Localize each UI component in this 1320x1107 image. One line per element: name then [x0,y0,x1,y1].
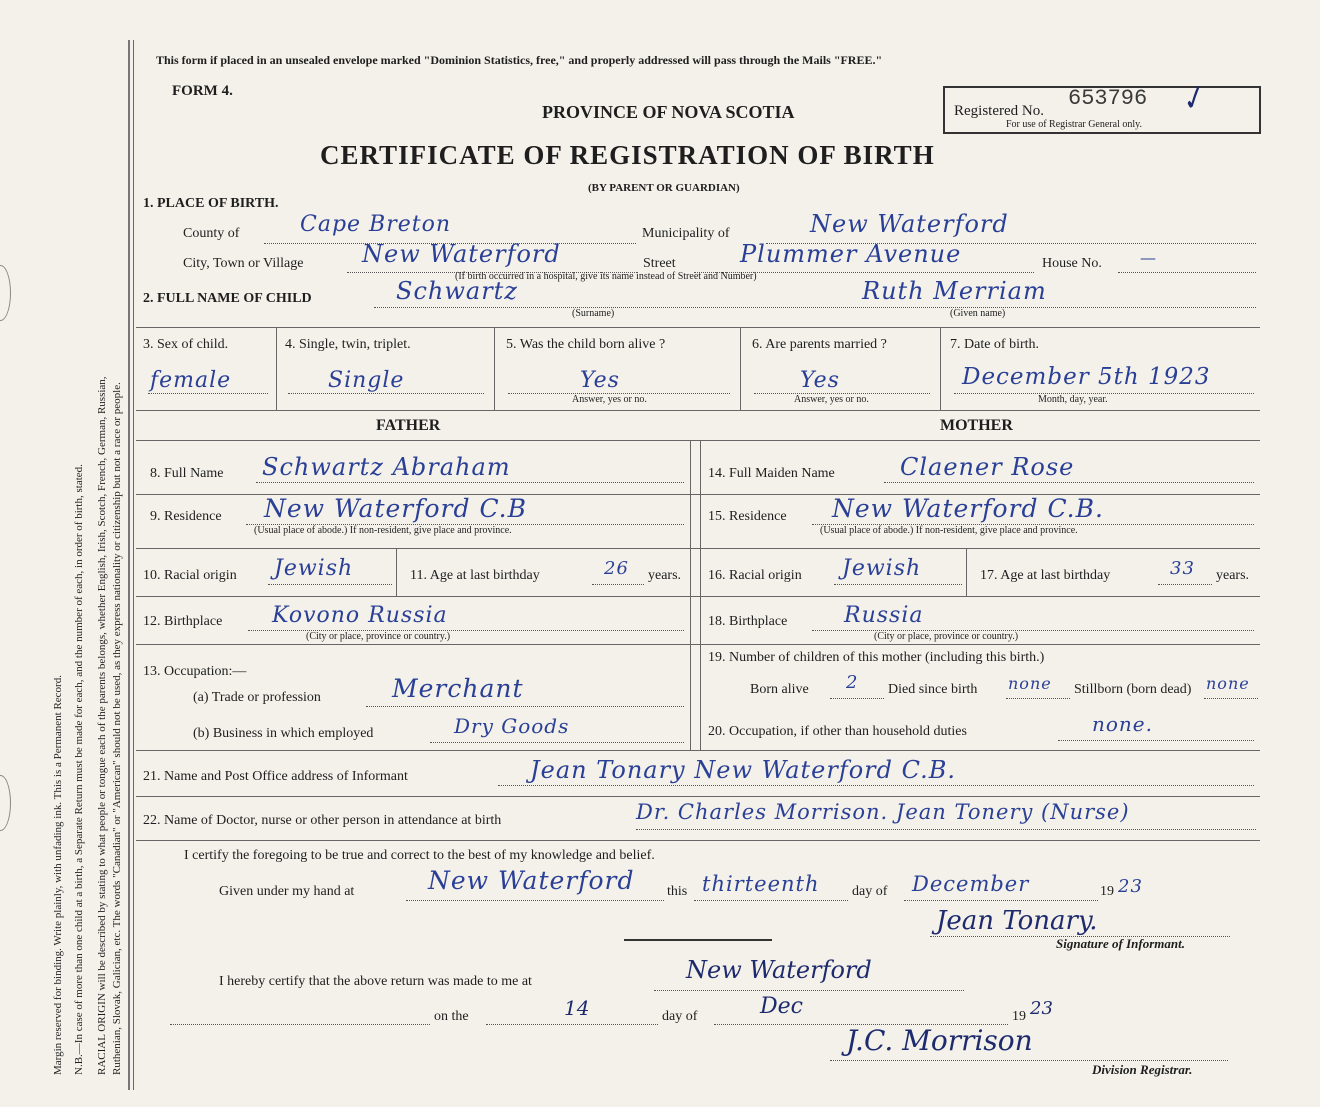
punch-hole-bottom [0,775,11,831]
given-day-value: thirteenth [702,872,820,896]
married-value: Yes [800,368,840,393]
dob-value: December 5th 1923 [962,364,1211,390]
registrar-day-line [486,1024,658,1025]
mother-occupation-label: 20. Occupation, if other than household duties [708,724,967,739]
given-place-value: New Waterford [428,866,635,895]
registrar-year-value: 23 [1030,998,1053,1019]
father-trade-label: (a) Trade or profession [193,690,321,705]
registered-number: 653796 [1068,86,1148,111]
plurality-value: Single [328,368,405,393]
parents-rule-2 [136,548,1260,549]
child-name-label: 2. FULL NAME OF CHILD [143,291,312,306]
informant-signature: Jean Tonary. [936,906,1098,936]
mother-occupation-value: none. [1092,712,1153,736]
died-line [1006,698,1070,699]
born-alive-line [830,698,884,699]
city-label: City, Town or Village [183,256,304,271]
binding-margin-line-inner [133,40,134,1090]
registrar-note: For use of Registrar General only. [1006,119,1142,130]
row3-top-rule [136,327,1260,328]
form-title: CERTIFICATE OF REGISTRATION OF BIRTH [320,140,935,170]
form-number: FORM 4. [172,83,233,99]
row3-divider-2 [494,327,495,410]
mother-birthplace-label: 18. Birthplace [708,614,788,629]
mother-residence-value: New Waterford C.B. [832,494,1104,523]
street-value: Plummer Avenue [740,240,962,268]
born-alive-value: 2 [846,672,859,693]
registered-label: Registered No. [954,103,1044,119]
registrar-date-leadin [170,1024,430,1025]
mother-age-line [1158,584,1212,585]
county-value: Cape Breton [300,212,452,237]
parents-rule-4 [136,644,1260,645]
margin-note-3: RACIAL ORIGIN will be described by stating to what people or tongue each of the parents belongs, whether English, Irish, Scotch, French, German, Russian, [96,376,108,1075]
margin-note-2: N.B.—In case of more than one child at a birth, a Separate Return must be made for each, and the number of each, in order of birth, stated. [73,464,85,1075]
place-of-birth-heading: 1. PLACE OF BIRTH. [143,196,279,211]
father-birthplace-note: (City or place, province or country.) [306,631,451,642]
given-name-note: (Given name) [950,308,1006,319]
this-label: this [667,884,688,899]
alive-value: Yes [580,368,620,393]
father-occupation-label: 13. Occupation:— [143,664,247,679]
mother-age-label: 17. Age at last birthday [980,568,1111,583]
informant-signature-label: Signature of Informant. [1056,936,1185,951]
plurality-label: 4. Single, twin, triplet. [285,337,411,352]
father-residence-value: New Waterford C.B [264,494,527,523]
registrar-signature: J.C. Morrison [846,1024,1033,1057]
child-surname: Schwartz [396,277,518,305]
child-given-name: Ruth Merriam [862,277,1047,305]
attendant-value: Dr. Charles Morrison. Jean Tonery (Nurse) [636,800,1130,824]
father-trade-line [366,706,684,707]
stillborn-value: none [1206,674,1250,693]
alive-note: Answer, yes or no. [572,394,647,405]
mother-name-line [884,482,1254,483]
on-the-label: on the [434,1009,469,1024]
registrar-place-value: New Waterford [686,956,872,984]
father-residence-label: 9. Residence [150,509,222,524]
form-subtitle: (BY PARENT OR GUARDIAN) [588,182,740,194]
county-label: County of [183,226,240,241]
registrar-place-line [654,990,964,991]
mother-age-value: 33 [1170,558,1195,579]
given-year-value: 23 [1118,876,1143,897]
informant-label: 21. Name and Post Office address of Informant [143,769,408,784]
given-day-line [694,900,848,901]
child-name-line [374,307,1256,308]
father-race-line [268,584,392,585]
mother-residence-label: 15. Residence [708,509,787,524]
informant-rule [136,796,1260,797]
row3-divider-1 [276,327,277,410]
street-note: (If birth occurred in a hospital, give its name instead of Street and Number) [455,271,757,282]
plurality-line [288,393,484,394]
mother-occupation-line [1058,740,1254,741]
stillborn-label: Stillborn (born dead) [1074,682,1192,697]
father-residence-note: (Usual place of abode.) If non-resident, give place and province. [254,525,512,536]
informant-value: Jean Tonary New Waterford C.B. [530,756,957,784]
stillborn-line [1204,698,1258,699]
binding-margin-line [128,40,130,1090]
mother-children-label: 19. Number of children of this mother (including this birth.) [708,650,1045,665]
sex-line [148,393,268,394]
municipality-value: New Waterford [810,210,1009,238]
city-value: New Waterford [362,240,561,268]
mother-residence-note: (Usual place of abode.) If non-resident, give place and province. [820,525,1078,536]
father-age-unit: years. [648,568,682,583]
attendant-line [636,829,1256,830]
father-age-label: 11. Age at last birthday [410,568,540,583]
house-label: House No. [1042,256,1102,271]
given-place-line [406,900,664,901]
mother-race-label: 16. Racial origin [708,568,802,583]
punch-hole-top [0,265,11,321]
mother-left-rule [700,440,701,750]
mother-race-value: Jewish [842,556,922,581]
father-birthplace-label: 12. Birthplace [143,614,223,629]
mother-heading: MOTHER [940,417,1013,434]
check-mark: ✓ [1173,78,1212,121]
father-trade-value: Merchant [392,674,524,703]
given-year-prefix: 19 [1100,884,1114,899]
father-heading: FATHER [376,417,441,434]
dob-note: Month, day, year. [1038,394,1108,405]
father-name-value: Schwartz Abraham [262,453,511,481]
father-business-label: (b) Business in which employed [193,726,374,741]
certify-statement: I certify the foregoing to be true and correct to the best of my knowledge and belief. [184,848,655,863]
surname-note: (Surname) [572,308,615,319]
died-label: Died since birth [888,682,978,697]
father-age-value: 26 [604,558,629,579]
registrar-statement: I hereby certify that the above return was made to me at [219,974,532,989]
given-label: Given under my hand at [219,884,355,899]
registrar-signature-label: Division Registrar. [1092,1062,1193,1077]
father-right-rule [690,440,691,750]
municipality-label: Municipality of [642,226,730,241]
died-value: none [1008,674,1052,693]
certify-divider [624,939,772,941]
mother-race-divider [966,548,967,596]
mail-note: This form if placed in an unsealed envelope marked "Dominion Statistics, free," and properly addressed will pass through the Mails "FREE." [156,53,883,67]
married-label: 6. Are parents married ? [752,337,887,352]
married-note: Answer, yes or no. [794,394,869,405]
attendant-rule [136,840,1260,841]
father-race-divider [396,548,397,596]
registrar-month-value: Dec [760,994,803,1019]
mother-age-unit: years. [1216,568,1250,583]
mother-birthplace-note: (City or place, province or country.) [874,631,1019,642]
father-business-line [430,742,684,743]
given-day-of-label: day of [852,884,888,899]
house-line [1118,272,1256,273]
parents-bottom-rule [136,750,1260,751]
mother-name-value: Claener Rose [900,453,1075,481]
registrar-signature-line [830,1060,1228,1061]
registrar-day-of-label: day of [662,1009,698,1024]
father-name-label: 8. Full Name [150,466,224,481]
informant-line [498,785,1254,786]
given-month-line [904,900,1098,901]
father-age-line [592,584,644,585]
row3-bottom-rule [136,410,1260,411]
house-value: — [1140,248,1157,267]
row3-divider-4 [940,327,941,410]
father-business-value: Dry Goods [454,714,570,738]
row3-divider-3 [740,327,741,410]
margin-note-4: Ruthenian, Slovak, Galician, etc. The words "Canadian" or "American" should not be used, as they express nationality or citizenship but not a race or people. [111,382,123,1075]
margin-note-1: Margin reserved for binding. Write plainly, with unfading ink. This is a Permanent Record. [52,675,64,1075]
attendant-label: 22. Name of Doctor, nurse or other person in attendance at birth [143,813,502,828]
street-label: Street [643,256,676,271]
parents-top-rule [136,440,1260,441]
alive-label: 5. Was the child born alive ? [506,337,666,352]
registrar-year-prefix: 19 [1012,1009,1026,1024]
mother-race-line [834,584,962,585]
father-birthplace-value: Kovono Russia [272,603,448,628]
born-alive-label: Born alive [750,682,809,697]
parents-rule-3 [136,596,1260,597]
sex-label: 3. Sex of child. [143,337,229,352]
father-race-value: Jewish [274,556,354,581]
dob-label: 7. Date of birth. [950,337,1040,352]
father-name-line [256,482,684,483]
mother-name-label: 14. Full Maiden Name [708,466,835,481]
registrar-day-value: 14 [564,996,590,1020]
mother-birthplace-value: Russia [844,603,924,628]
province-heading: PROVINCE OF NOVA SCOTIA [542,102,795,122]
sex-value: female [150,368,232,393]
father-race-label: 10. Racial origin [143,568,237,583]
given-month-value: December [912,872,1030,896]
